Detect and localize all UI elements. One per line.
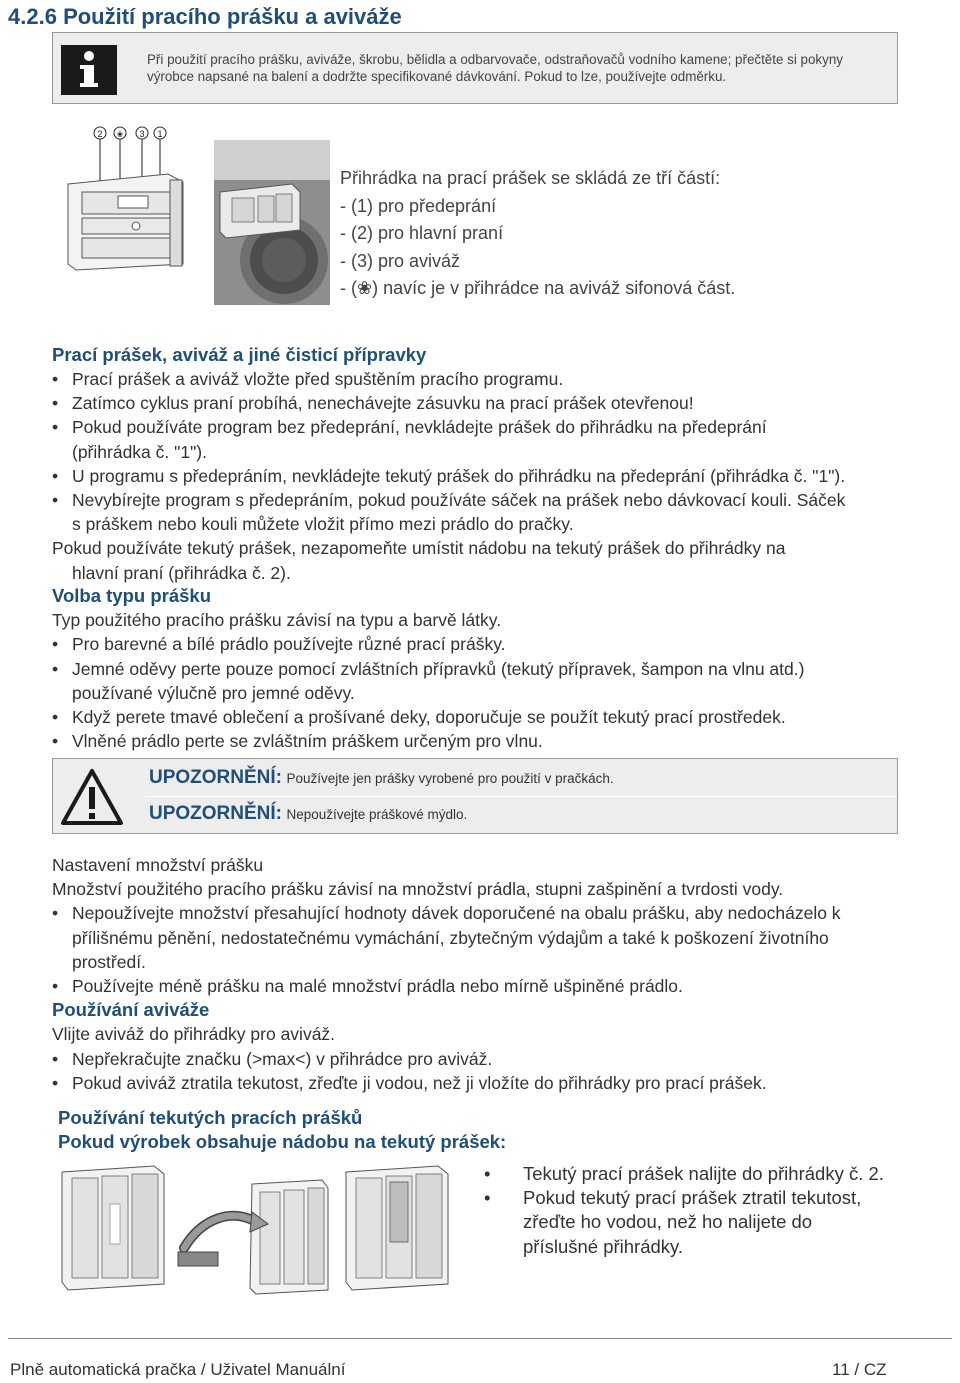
list-item-text: Tekutý prací prášek nalijte do přihrádky č. 2. — [523, 1163, 884, 1184]
list-item-text: Vlněné prádlo perte se zvláštním práškem určeným pro vlnu. — [72, 731, 543, 752]
liquid-note — [52, 536, 932, 584]
detergent-type-intro: Typ použitého pracího prášku závisí na typu a barvě látky. — [52, 610, 502, 631]
list-item — [52, 632, 932, 656]
section-number: 4.2.6 — [8, 4, 57, 29]
bullet-marker: • — [52, 1072, 59, 1093]
warning-text: Nepoužívejte práškové mýdlo. — [286, 807, 468, 822]
liquid-heading-1: Používání tekutých pracích prášků — [58, 1107, 363, 1128]
liquid-container-figure-1 — [58, 1164, 168, 1299]
liquid-list — [484, 1162, 924, 1259]
list-item-text: používané výlučně pro jemné oděvy. — [72, 682, 355, 703]
bullet-marker: • — [52, 465, 59, 486]
drawer-description-line: - (❀) navíc je v přihrádce na aviváž sifonová část. — [340, 278, 736, 298]
bullet-marker: • — [52, 707, 59, 728]
drawer-description-line: - (1) pro předeprání — [340, 195, 497, 216]
washing-machine-illustration — [214, 140, 330, 310]
list-item-text: zřeďte ho vodou, než ho nalijete do — [523, 1211, 813, 1233]
liquid-headings — [58, 1106, 506, 1154]
list-item-text: Pro barevné a bílé prádlo používejte různé prací prášky. — [72, 634, 506, 655]
list-item-text: Pokud používáte program bez předeprání, nevkládejte prášek do přihrádku na předeprání — [72, 417, 767, 438]
bullet-marker: • — [52, 393, 59, 414]
softener-icon: ❀ — [116, 130, 124, 139]
softener-intro: Vlijte aviváž do přihrádky pro aviváž. — [52, 1024, 336, 1045]
list-item-text: příslušné přihrádky. — [523, 1235, 684, 1257]
list-item — [484, 1162, 924, 1186]
warning-row — [149, 767, 614, 789]
list-item — [52, 705, 932, 729]
list-item-text: Prací prášek a aviváž vložte před spuštěním pracího programu. — [72, 369, 564, 389]
list-item-text: Pokud aviváž ztratila tekutost, zřeďte ji vodou, než ji vložíte do přihrádky pro prací prášek. — [72, 1072, 767, 1093]
bullet-marker: • — [52, 417, 59, 438]
page-number: 11 / CZ — [832, 1360, 887, 1379]
list-item-text: s práškem nebo kouli můžete vložit přímo mezi prádlo do pračky. — [72, 514, 574, 535]
drawer-label-3: 3 — [139, 129, 145, 139]
list-item — [484, 1186, 924, 1259]
bullet-marker: • — [52, 634, 59, 655]
detergent-type-section — [52, 584, 932, 753]
softener-heading: Používání aviváže — [52, 999, 210, 1021]
list-item — [52, 1071, 932, 1095]
amount-section — [52, 853, 932, 1095]
list-item-text: Nepoužívejte množství přesahující hodnoty dávek doporučené na obalu prášku, aby nedocházelo k — [72, 903, 841, 924]
list-item-text: Jemné oděvy perte pouze pomocí zvláštních přípravků (tekutý přípravek, šampon na vlnu atd.) — [72, 658, 805, 679]
amount-intro: Množství použitého pracího prášku závisí na množství prádla, stupni zašpinění a tvrdosti vody. — [52, 879, 784, 900]
list-item-text: (přihrádka č. "1"). — [72, 441, 207, 462]
warning-label: UPOZORNĚNÍ: — [149, 767, 282, 788]
bullet-marker: • — [52, 976, 59, 997]
note-text: Pokud používáte tekutý prášek, nezapomeňte umístit nádobu na tekutý prášek do přihrádky na — [52, 538, 786, 559]
list-item-text: Když perete tmavé oblečení a prošívané deky, doporučuje se použít tekutý prací prostředek. — [72, 707, 786, 728]
list-item-text: Nevybírejte program s předepráním, pokud používáte sáček na prášek nebo dávkovací kouli. Sáček — [72, 490, 846, 511]
list-item-text: prostředí. — [72, 951, 146, 972]
bullet-marker: • — [52, 490, 59, 511]
detergents-heading: Prací prášek, aviváž a jiné čisticí přípravky — [52, 344, 427, 365]
section-title: Použití pracího prášku a aviváže — [63, 4, 402, 29]
detergent-type-heading: Volba typu prášku — [52, 585, 211, 606]
list-item — [52, 729, 932, 753]
drawer-description-line: - (3) pro aviváž — [340, 250, 461, 271]
list-item-text: Používejte méně prášku na malé množství prádla nebo mírně ušpiněné prádlo. — [72, 976, 683, 997]
detergents-list — [52, 367, 932, 585]
warning-text: Používejte jen prášky vyrobené pro použití v pračkách. — [286, 771, 614, 786]
drawer-label-1: 1 — [157, 129, 163, 139]
info-box — [52, 32, 898, 104]
list-item-text: U programu s předepráním, nevkládejte tekutý prášek do přihrádku na předeprání (přihrádka č. "1"). — [72, 465, 846, 486]
list-item — [52, 367, 932, 391]
list-item — [52, 391, 932, 415]
warning-box — [52, 758, 898, 834]
list-item — [52, 415, 932, 463]
warning-divider — [145, 796, 897, 797]
warning-row — [149, 803, 467, 825]
footer-divider — [8, 1338, 952, 1339]
bullet-marker: • — [52, 658, 59, 679]
list-item-text: přílišnému pěnění, nedostatečnému vymáchání, zbytečným výdajům a také k poškození životního — [72, 927, 829, 948]
list-item — [52, 1047, 932, 1071]
liquid-container-figure-2 — [172, 1178, 332, 1303]
list-item-text: Pokud tekutý prací prášek ztratil tekutost, — [523, 1187, 862, 1209]
list-item-text: Zatímco cyklus praní probíhá, nenechávejte zásuvku na prací prášek otevřenou! — [72, 393, 694, 414]
info-text: Při použití pracího prášku, aviváže, škrobu, bělidla a odbarvovače, odstraňovačů vodního kamene; přečtěte si pokyny výrobce napsané na balení a dodržte specifikované dávkování. Pokud to lze, používejte odměrku. — [147, 52, 843, 84]
section-heading — [8, 4, 402, 30]
bullet-marker: • — [52, 903, 59, 924]
detergent-drawer-diagram — [58, 124, 198, 279]
drawer-label-2: 2 — [97, 129, 103, 139]
warning-icon — [59, 767, 125, 832]
list-item — [52, 901, 932, 974]
drawer-description-line: Přihrádka na prací prášek se skládá ze tří částí: — [340, 168, 721, 188]
warning-label: UPOZORNĚNÍ: — [149, 803, 282, 824]
note-text: hlavní praní (přihrádka č. 2). — [72, 562, 291, 583]
liquid-container-figure-3 — [342, 1164, 452, 1299]
liquid-heading-2: Pokud výrobek obsahuje nádobu na tekutý prášek: — [58, 1131, 507, 1153]
list-item — [52, 974, 932, 998]
drawer-description-line: - (2) pro hlavní praní — [340, 223, 504, 243]
info-icon — [61, 45, 117, 95]
amount-heading: Nastavení množství prášku — [52, 855, 264, 875]
bullet-marker: • — [484, 1163, 491, 1184]
list-item — [52, 488, 932, 536]
list-item — [52, 464, 932, 488]
bullet-marker: • — [52, 1048, 59, 1069]
footer-title: Plně automatická pračka / Uživatel Manuální — [10, 1360, 346, 1379]
list-item-text: Nepřekračujte značku (>max<) v přihrádce pro aviváž. — [72, 1048, 493, 1069]
bullet-marker: • — [52, 731, 59, 752]
bullet-marker: • — [52, 369, 59, 389]
list-item — [52, 657, 932, 705]
drawer-description — [340, 165, 735, 303]
bullet-marker: • — [484, 1187, 491, 1209]
